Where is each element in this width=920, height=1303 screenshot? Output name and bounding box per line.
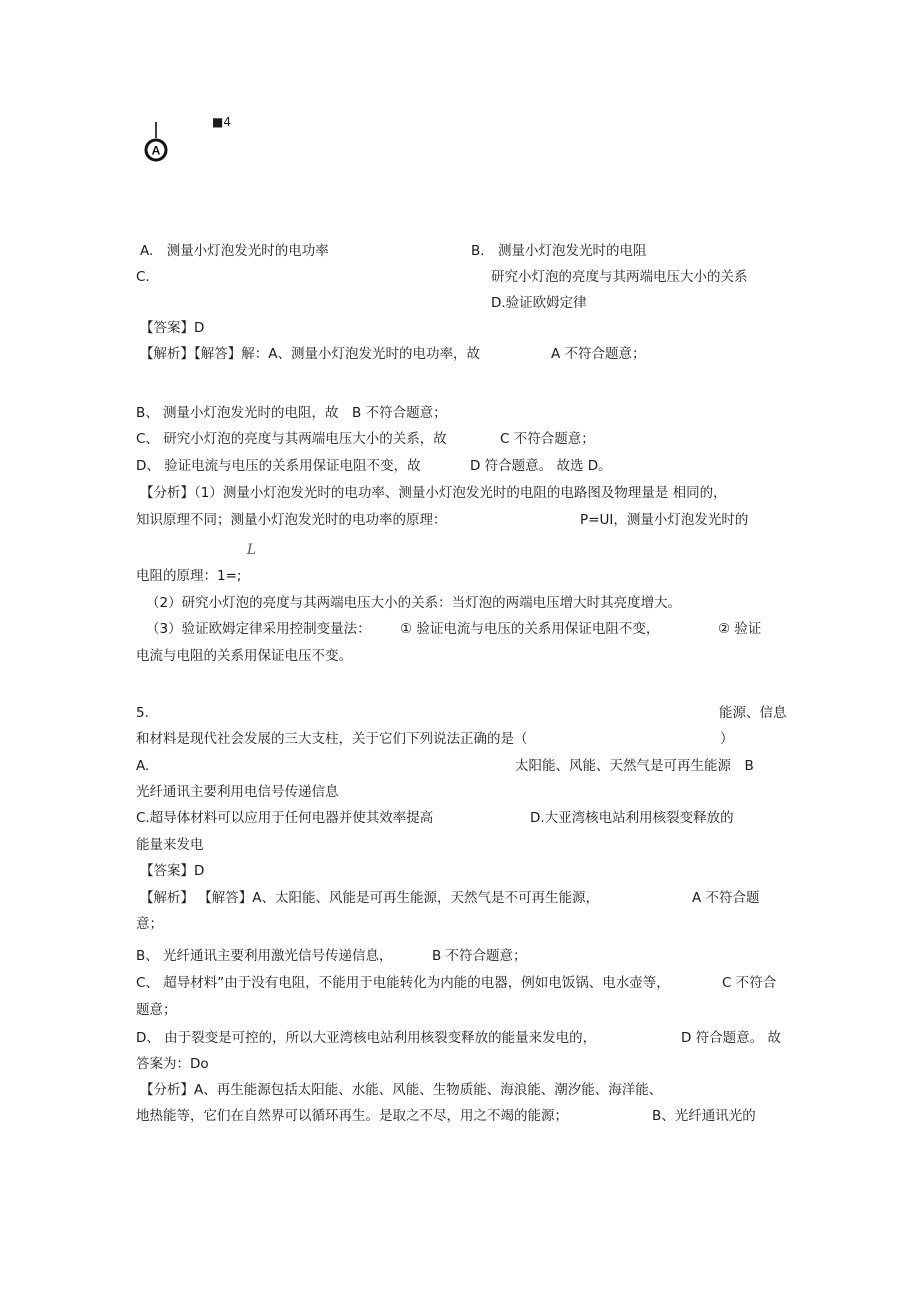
q4-fenxi-2b: P=UI，测量小灯泡发光时的 — [580, 512, 749, 528]
q5-number: 5. — [136, 705, 149, 721]
q5-analysis-d-cont: 答案为：Do — [136, 1056, 209, 1072]
q4-answer: 【答案】D — [140, 320, 205, 336]
q5-analysis-d-verdict: D 符合题意。 故 — [681, 1030, 781, 1046]
q5-option-d-cont: 能量来发电 — [136, 837, 204, 853]
q5-option-d: D.大亚湾核电站利用核裂变释放的 — [530, 810, 734, 826]
q4-analysis-c-verdict: C 不符合题意； — [500, 431, 595, 447]
q5-analysis-a: 【解析】 【解答】A、太阳能、风能是可再生能源，天然气是不可再生能源， — [140, 890, 600, 906]
figure-marker: ■4 — [212, 115, 231, 129]
q5-analysis-a-cont: 意； — [136, 916, 163, 932]
ammeter-figure — [140, 118, 180, 172]
q5-analysis-c-cont: 题意； — [136, 1002, 177, 1018]
q5-option-a-label: A. — [136, 758, 150, 774]
q4-option-b: B. 测量小灯泡发光时的电阻 — [471, 243, 647, 259]
ammeter-icon — [140, 118, 180, 168]
q5-analysis-d: D、 由于裂变是可控的，所以大亚湾核电站利用核裂变释放的能量来发电的， — [136, 1030, 597, 1046]
q5-stem: 和材料是现代社会发展的三大支柱，关于它们下列说法正确的是（ — [136, 731, 528, 747]
q5-fenxi-2: 地热能等，它们在自然界可以循环再生。是取之不尽，用之不竭的能源； — [136, 1108, 568, 1124]
q5-stem-tail: 能源、信息 — [719, 705, 787, 721]
q5-option-c: C.超导体材料可以应用于任何电器并使其效率提高 — [136, 810, 434, 826]
q4-fenxi-5: （3）验证欧姆定律采用控制变量法： — [146, 621, 371, 637]
q4-analysis-b: B、 测量小灯泡发光时的电阻，故 B 不符合题意； — [136, 405, 447, 421]
q4-option-d: D.验证欧姆定律 — [491, 295, 587, 311]
meter-letter: A — [151, 143, 161, 158]
q5-analysis-a-verdict: A 不符合题 — [692, 890, 760, 906]
q5-analysis-c: C、 超导材料”由于没有电阻，不能用于电能转化为内能的电器，例如电饭锅、电水壶等， — [136, 975, 670, 991]
q4-analysis-d-verdict: D 符合题意。 故选 D。 — [470, 458, 612, 474]
q5-analysis-b-verdict: B 不符合题意； — [432, 948, 527, 964]
q4-fenxi-5b: ① 验证电流与电压的关系用保证电阻不变， — [400, 621, 660, 637]
q4-analysis-c: C、 研究小灯泡的亮度与其两端电压大小的关系，故 — [136, 431, 447, 447]
q4-fenxi-4: （2）研究小灯泡的亮度与其两端电压大小的关系：当灯泡的两端电压增大时其亮度增大。 — [146, 595, 682, 611]
q4-fenxi-3: 电阻的原理：1=; — [136, 568, 242, 584]
q4-fenxi-L: L — [247, 542, 256, 558]
q4-fenxi-5c: ② 验证 — [718, 621, 762, 637]
q4-option-c-label: C. — [136, 269, 150, 285]
q4-analysis-a-verdict: A 不符合题意； — [551, 346, 646, 362]
q4-fenxi-6: 电流与电阻的关系用保证电压不变。 — [136, 648, 352, 664]
q5-fenxi-1: 【分析】A、再生能源包括太阳能、水能、风能、生物质能、海浪能、潮汐能、海洋能、 — [140, 1082, 663, 1098]
q4-option-c: 研究小灯泡的亮度与其两端电压大小的关系 — [491, 269, 748, 285]
q5-answer: 【答案】D — [140, 863, 205, 879]
q5-analysis-b: B、 光纤通讯主要利用激光信号传递信息， — [136, 948, 393, 964]
q4-option-a: A. 测量小灯泡发光时的电功率 — [140, 243, 329, 259]
q5-fenxi-2b: B、光纤通讯光的 — [652, 1108, 756, 1124]
q5-option-a: 太阳能、风能、天然气是可再生能源 B — [515, 758, 754, 774]
q5-stem-close: ） — [720, 731, 734, 747]
q4-analysis-d: D、 验证电流与电压的关系用保证电阻不变，故 — [136, 458, 421, 474]
q4-fenxi-2: 知识原理不同；测量小灯泡发光时的电功率的原理： — [136, 512, 447, 528]
q5-option-b: 光纤通讯主要利用电信号传递信息 — [136, 784, 339, 800]
q4-fenxi-1: 【分析】（1）测量小灯泡发光时的电功率、测量小灯泡发光时的电阻的电路图及物理量是 相同的， — [140, 485, 727, 501]
q5-analysis-c-verdict: C 不符合 — [722, 975, 777, 991]
q4-analysis-a: 【解析】【解答】解：A、测量小灯泡发光时的电功率，故 — [140, 346, 480, 362]
